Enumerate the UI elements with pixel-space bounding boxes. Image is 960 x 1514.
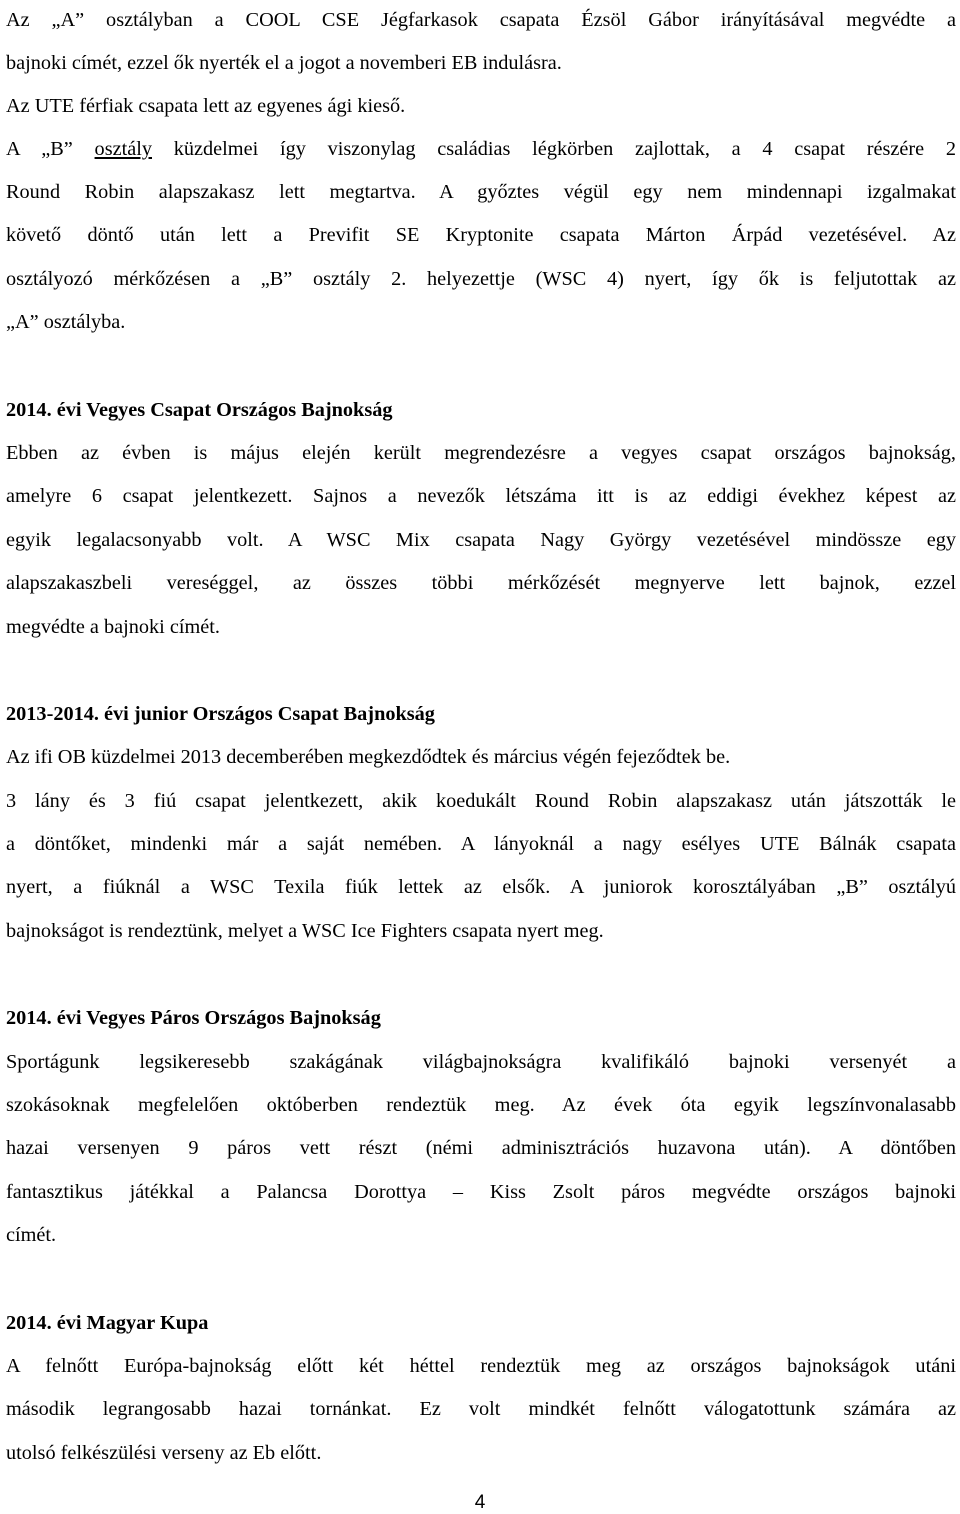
- section-heading: 2013-2014. évi junior Országos Csapat Bajnokság: [6, 703, 435, 725]
- page-number: 4: [474, 1492, 486, 1513]
- text-line: címét.: [6, 1224, 57, 1246]
- text-line: alapszakaszbeli vereséggel, az összes többi mérkőzését megnyerve lett bajnok, ezzel: [6, 572, 956, 594]
- text-line: fantasztikus játékkal a Palancsa Dorottya – Kiss Zsolt páros megvédte országos bajnoki: [6, 1181, 956, 1203]
- text-line: Sportágunk legsikeresebb szakágának világbajnokságra kvalifikáló bajnoki versenyét a: [6, 1051, 956, 1073]
- text-line: Az „A” osztályban a COOL CSE Jégfarkasok csapata Ézsöl Gábor irányításával megvédte a: [6, 9, 956, 31]
- underlined-word: osztály: [94, 138, 152, 160]
- text-line: [6, 137, 956, 161]
- section-heading: 2014. évi Magyar Kupa: [6, 1312, 209, 1334]
- text-line: követő döntő után lett a Previfit SE Kryptonite csapata Márton Árpád vezetésével. Az: [6, 224, 956, 246]
- text-line: szokásoknak megfelelően októberben rendeztük meg. Az évek óta egyik legszínvonalasabb: [6, 1094, 956, 1116]
- text-line: bajnoki címét, ezzel ők nyerték el a jogot a novemberi EB indulásra.: [6, 52, 562, 74]
- text-line: Round Robin alapszakasz lett megtartva. A győztes végül egy nem mindennapi izgalmakat: [6, 181, 956, 203]
- text-line: Az ifi OB küzdelmei 2013 decemberében megkezdődtek és március végén fejeződtek be.: [6, 746, 731, 768]
- text-line: osztályozó mérkőzésen a „B” osztály 2. helyezettje (WSC 4) nyert, így ők is feljutottak az: [6, 268, 956, 290]
- text-line: amelyre 6 csapat jelentkezett. Sajnos a nevezők létszáma itt is az eddigi évekhez képest az: [6, 485, 956, 507]
- text-line: „A” osztályba.: [6, 311, 126, 333]
- text-line: megvédte a bajnoki címét.: [6, 616, 221, 638]
- text-line: A felnőtt Európa-bajnokság előtt két héttel rendeztük meg az országos bajnokságok utáni: [6, 1355, 956, 1377]
- text-line: nyert, a fiúknál a WSC Texila fiúk lettek az elsők. A juniorok korosztályában „B” osztályú: [6, 876, 956, 898]
- section-heading: 2014. évi Vegyes Csapat Országos Bajnokság: [6, 399, 393, 421]
- text-line: Az UTE férfiak csapata lett az egyenes ági kieső.: [6, 95, 406, 117]
- text-fragment: A „B”: [6, 138, 95, 160]
- text-line: egyik legalacsonyabb volt. A WSC Mix csapata Nagy György vezetésével mindössze egy: [6, 529, 956, 551]
- text-line: Ebben az évben is május elején került megrendezésre a vegyes csapat országos bajnokság,: [6, 442, 956, 464]
- text-line: második legrangosabb hazai tornánkat. Ez volt mindkét felnőtt válogatottunk számára az: [6, 1398, 956, 1420]
- text-fragment: küzdelmei így viszonylag családias légkörben zajlottak, a 4 csapat részére 2: [152, 138, 956, 160]
- text-line: a döntőket, mindenki már a saját nemében. A lányoknál a nagy esélyes UTE Bálnák csapata: [6, 833, 956, 855]
- section-heading: 2014. évi Vegyes Páros Országos Bajnokság: [6, 1007, 381, 1029]
- text-line: utolsó felkészülési verseny az Eb előtt.: [6, 1442, 322, 1464]
- text-line: bajnokságot is rendeztünk, melyet a WSC Ice Fighters csapata nyert meg.: [6, 920, 604, 942]
- text-line: 3 lány és 3 fiú csapat jelentkezett, akik koedukált Round Robin alapszakasz után játszották le: [6, 790, 956, 812]
- text-line: hazai versenyen 9 páros vett részt (némi adminisztrációs huzavona után). A döntőben: [6, 1137, 956, 1159]
